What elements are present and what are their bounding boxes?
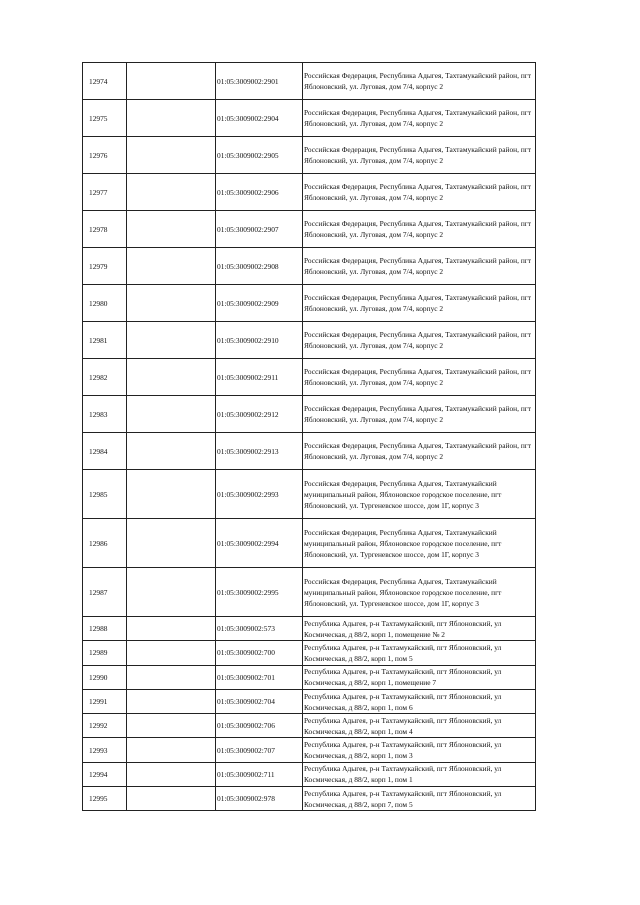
- table-row: [83, 359, 536, 396]
- address: Республика Адыгея, р-н Тахтамукайский, пгт Яблоновский, ул Космическая, д 88/2, корп 1, пом 5: [303, 641, 536, 665]
- cadastral-number: 01:05:3009002:573: [216, 617, 303, 641]
- empty-cell: [127, 396, 216, 433]
- address: Российская Федерация, Республика Адыгея, Тахтамукайский район, пгт Яблоновский, ул. Луговая, дом 7/4, корпус 2: [303, 248, 536, 285]
- cadastral-number: 01:05:3009002:2904: [216, 100, 303, 137]
- empty-cell: [127, 787, 216, 811]
- empty-cell: [127, 285, 216, 322]
- cadastral-number: 01:05:3009002:2908: [216, 248, 303, 285]
- row-number: 12979: [83, 248, 127, 285]
- row-number: 12994: [83, 762, 127, 786]
- row-number: 12985: [83, 470, 127, 519]
- empty-cell: [127, 359, 216, 396]
- property-registry-table: [82, 62, 536, 811]
- table-row: [83, 248, 536, 285]
- cadastral-number: 01:05:3009002:2995: [216, 568, 303, 617]
- address: Российская Федерация, Республика Адыгея, Тахтамукайский район, пгт Яблоновский, ул. Луговая, дом 7/4, корпус 2: [303, 396, 536, 433]
- address: Российская Федерация, Республика Адыгея, Тахтамукайский район, пгт Яблоновский, ул. Луговая, дом 7/4, корпус 2: [303, 211, 536, 248]
- empty-cell: [127, 568, 216, 617]
- cadastral-number: 01:05:3009002:2907: [216, 211, 303, 248]
- cadastral-number: 01:05:3009002:2994: [216, 519, 303, 568]
- cadastral-number: 01:05:3009002:700: [216, 641, 303, 665]
- address: Республика Адыгея, р-н Тахтамукайский, пгт Яблоновский, ул Космическая, д 88/2, корп 7, пом 5: [303, 787, 536, 811]
- address: Российская Федерация, Республика Адыгея, Тахтамукайский муниципальный район, Яблоновское городское поселение, пгт Яблоновский, ул. Тургеневское шоссе, дом 1Г, корпус 3: [303, 568, 536, 617]
- address: Российская Федерация, Республика Адыгея, Тахтамукайский муниципальный район, Яблоновское городское поселение, пгт Яблоновский, ул. Тургеневское шоссе, дом 1Г, корпус 3: [303, 470, 536, 519]
- table-row: [83, 762, 536, 786]
- empty-cell: [127, 641, 216, 665]
- address: Российская Федерация, Республика Адыгея, Тахтамукайский район, пгт Яблоновский, ул. Луговая, дом 7/4, корпус 2: [303, 174, 536, 211]
- table-row: [83, 396, 536, 433]
- address: Российская Федерация, Республика Адыгея, Тахтамукайский район, пгт Яблоновский, ул. Луговая, дом 7/4, корпус 2: [303, 285, 536, 322]
- row-number: 12986: [83, 519, 127, 568]
- row-number: 12993: [83, 738, 127, 762]
- address: Республика Адыгея, р-н Тахтамукайский, пгт Яблоновский, ул Космическая, д 88/2, корп 1, пом 1: [303, 762, 536, 786]
- cadastral-number: 01:05:3009002:978: [216, 787, 303, 811]
- cadastral-number: 01:05:3009002:2905: [216, 137, 303, 174]
- row-number: 12989: [83, 641, 127, 665]
- address: Российская Федерация, Республика Адыгея, Тахтамукайский район, пгт Яблоновский, ул. Луговая, дом 7/4, корпус 2: [303, 63, 536, 100]
- table-row: [83, 568, 536, 617]
- empty-cell: [127, 665, 216, 689]
- address: Российская Федерация, Республика Адыгея, Тахтамукайский муниципальный район, Яблоновское городское поселение, пгт Яблоновский, ул. Тургеневское шоссе, дом 1Г, корпус 3: [303, 519, 536, 568]
- empty-cell: [127, 762, 216, 786]
- cadastral-number: 01:05:3009002:2911: [216, 359, 303, 396]
- row-number: 12983: [83, 396, 127, 433]
- cadastral-number: 01:05:3009002:2910: [216, 322, 303, 359]
- cadastral-number: 01:05:3009002:2909: [216, 285, 303, 322]
- empty-cell: [127, 689, 216, 713]
- table-row: [83, 665, 536, 689]
- row-number: 12975: [83, 100, 127, 137]
- row-number: 12984: [83, 433, 127, 470]
- empty-cell: [127, 63, 216, 100]
- address: Российская Федерация, Республика Адыгея, Тахтамукайский район, пгт Яблоновский, ул. Луговая, дом 7/4, корпус 2: [303, 137, 536, 174]
- cadastral-number: 01:05:3009002:701: [216, 665, 303, 689]
- empty-cell: [127, 714, 216, 738]
- address: Республика Адыгея, р-н Тахтамукайский, пгт Яблоновский, ул Космическая, д 88/2, корп 1, пом 3: [303, 738, 536, 762]
- row-number: 12978: [83, 211, 127, 248]
- table-row: [83, 137, 536, 174]
- address: Республика Адыгея, р-н Тахтамукайский, пгт Яблоновский, ул Космическая, д 88/2, корп 1, пом 6: [303, 689, 536, 713]
- empty-cell: [127, 100, 216, 137]
- row-number: 12995: [83, 787, 127, 811]
- empty-cell: [127, 211, 216, 248]
- table-row: [83, 519, 536, 568]
- address: Российская Федерация, Республика Адыгея, Тахтамукайский район, пгт Яблоновский, ул. Луговая, дом 7/4, корпус 2: [303, 433, 536, 470]
- address: Российская Федерация, Республика Адыгея, Тахтамукайский район, пгт Яблоновский, ул. Луговая, дом 7/4, корпус 2: [303, 322, 536, 359]
- table-row: [83, 641, 536, 665]
- table-row: [83, 211, 536, 248]
- row-number: 12990: [83, 665, 127, 689]
- cadastral-number: 01:05:3009002:2912: [216, 396, 303, 433]
- row-number: 12980: [83, 285, 127, 322]
- table-row: [83, 322, 536, 359]
- empty-cell: [127, 433, 216, 470]
- table-row: [83, 689, 536, 713]
- address: Республика Адыгея, р-н Тахтамукайский, пгт Яблоновский, ул Космическая, д 88/2, корп 1, помещение 7: [303, 665, 536, 689]
- table-row: [83, 738, 536, 762]
- empty-cell: [127, 248, 216, 285]
- table-row: [83, 470, 536, 519]
- cadastral-number: 01:05:3009002:711: [216, 762, 303, 786]
- empty-cell: [127, 322, 216, 359]
- row-number: 12976: [83, 137, 127, 174]
- cadastral-number: 01:05:3009002:707: [216, 738, 303, 762]
- empty-cell: [127, 617, 216, 641]
- table-row: [83, 100, 536, 137]
- address: Республика Адыгея, р-н Тахтамукайский, пгт Яблоновский, ул Космическая, д 88/2, корп 1, пом 4: [303, 714, 536, 738]
- row-number: 12987: [83, 568, 127, 617]
- cadastral-number: 01:05:3009002:2906: [216, 174, 303, 211]
- row-number: 12977: [83, 174, 127, 211]
- table-row: [83, 63, 536, 100]
- row-number: 12982: [83, 359, 127, 396]
- empty-cell: [127, 738, 216, 762]
- row-number: 12992: [83, 714, 127, 738]
- empty-cell: [127, 137, 216, 174]
- table-row: [83, 433, 536, 470]
- address: Республика Адыгея, р-н Тахтамукайский, пгт Яблоновский, ул Космическая, д 88/2, корп 1, помещение № 2: [303, 617, 536, 641]
- cadastral-number: 01:05:3009002:2993: [216, 470, 303, 519]
- table-row: [83, 174, 536, 211]
- empty-cell: [127, 470, 216, 519]
- address: Российская Федерация, Республика Адыгея, Тахтамукайский район, пгт Яблоновский, ул. Луговая, дом 7/4, корпус 2: [303, 359, 536, 396]
- row-number: 12974: [83, 63, 127, 100]
- cadastral-number: 01:05:3009002:2901: [216, 63, 303, 100]
- empty-cell: [127, 174, 216, 211]
- table-row: [83, 285, 536, 322]
- table-row: [83, 787, 536, 811]
- row-number: 12988: [83, 617, 127, 641]
- cadastral-number: 01:05:3009002:706: [216, 714, 303, 738]
- table-row: [83, 714, 536, 738]
- row-number: 12981: [83, 322, 127, 359]
- cadastral-number: 01:05:3009002:704: [216, 689, 303, 713]
- row-number: 12991: [83, 689, 127, 713]
- empty-cell: [127, 519, 216, 568]
- table-body: [83, 63, 536, 811]
- cadastral-number: 01:05:3009002:2913: [216, 433, 303, 470]
- address: Российская Федерация, Республика Адыгея, Тахтамукайский район, пгт Яблоновский, ул. Луговая, дом 7/4, корпус 2: [303, 100, 536, 137]
- table-row: [83, 617, 536, 641]
